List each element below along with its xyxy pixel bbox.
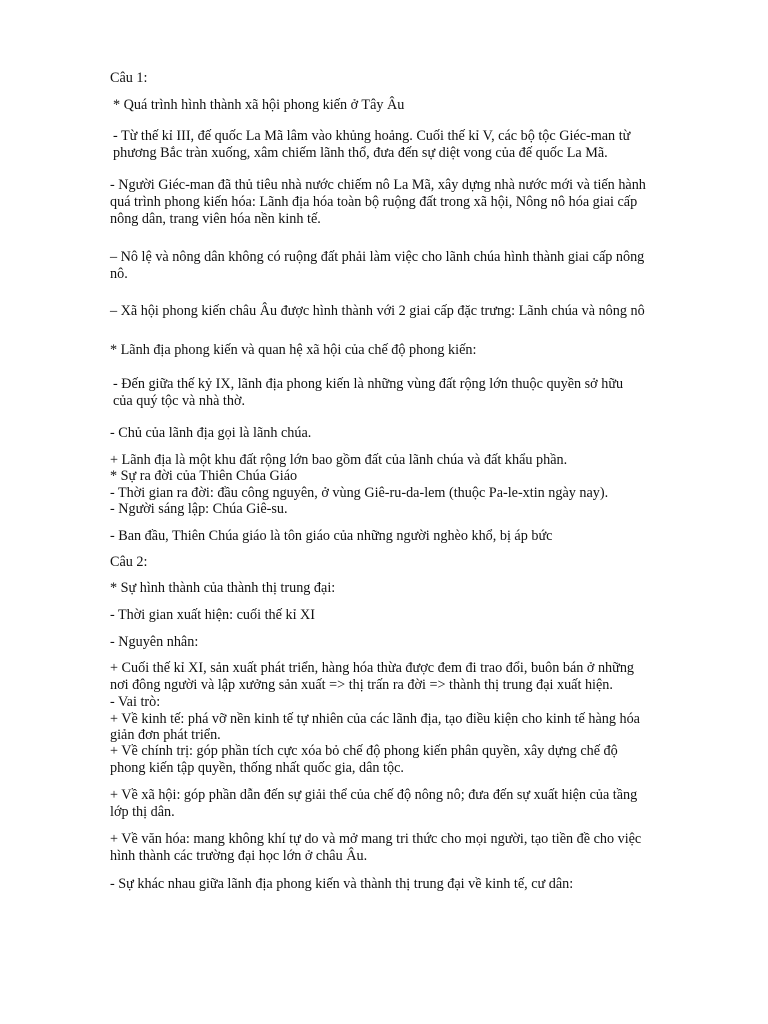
section-heading: * Sự ra đời của Thiên Chúa Giáo (110, 468, 298, 484)
text-line: + Lãnh địa là một khu đất rộng lớn bao gồm đất của lãnh chúa và đất khẩu phần. (110, 452, 568, 468)
text-line: + Về chính trị: góp phần tích cực xóa bỏ chế độ phong kiến phân quyền, xây dựng chế độ (110, 743, 618, 759)
text-line: - Sự khác nhau giữa lãnh địa phong kiến và thành thị trung đại về kinh tế, cư dân: (110, 876, 574, 892)
text-line: – Nô lệ và nông dân không có ruộng đất phải làm việc cho lãnh chúa hình thành giai cấp nông (110, 249, 645, 265)
text-line: lớp thị dân. (110, 804, 175, 820)
text-line: - Vai trò: (110, 694, 161, 710)
text-line: + Về kinh tế: phá vỡ nền kinh tế tự nhiên của các lãnh địa, tạo điều kiện cho kinh tế hàng hóa (110, 711, 640, 727)
text-line: giản đơn phát triển. (110, 727, 221, 743)
heading-cau-1: Câu 1: (110, 70, 148, 86)
text-line: - Người Giéc-man đã thủ tiêu nhà nước chiếm nô La Mã, xây dựng nhà nước mới và tiến hành (110, 177, 646, 193)
text-line: - Chủ của lãnh địa gọi là lãnh chúa. (110, 425, 312, 441)
heading-cau-2: Câu 2: (110, 554, 148, 570)
text-line: - Đến giữa thế kỷ IX, lãnh địa phong kiến là những vùng đất rộng lớn thuộc quyền sở hữu (113, 376, 624, 392)
section-heading: * Lãnh địa phong kiến và quan hệ xã hội của chế độ phong kiến: (110, 342, 477, 358)
section-heading: * Sự hình thành của thành thị trung đại: (110, 580, 336, 596)
text-line: của quý tộc và nhà thờ. (113, 393, 245, 409)
text-line: - Thời gian ra đời: đầu công nguyên, ở vùng Giê-ru-da-lem (thuộc Pa-le-xtin ngày nay). (110, 485, 609, 501)
text-line: - Nguyên nhân: (110, 634, 199, 650)
text-line: phương Bắc tràn xuống, xâm chiếm lãnh thổ, đưa đến sự diệt vong của đế quốc La Mã. (113, 145, 608, 161)
text-line: quá trình phong kiến hóa: Lãnh địa hóa toàn bộ ruộng đất trong xã hội, Nông nô hóa giai cấp (110, 194, 638, 210)
text-line: nô. (110, 266, 128, 282)
text-line: nơi đông người và lập xưởng sản xuất => thị trấn ra đời => thành thị trung đại xuất hiện. (110, 677, 613, 693)
text-line: - Ban đầu, Thiên Chúa giáo là tôn giáo của những người nghèo khổ, bị áp bức (110, 528, 553, 544)
text-line: nông dân, trang viên hóa nền kinh tế. (110, 211, 321, 227)
text-line: - Người sáng lập: Chúa Giê-su. (110, 501, 288, 517)
text-line: + Về văn hóa: mang không khí tự do và mở mang tri thức cho mọi người, tạo tiền đề cho việc (110, 831, 642, 847)
text-line: phong kiến tập quyền, thống nhất quốc gia, dân tộc. (110, 760, 404, 776)
section-heading: * Quá trình hình thành xã hội phong kiến ở Tây Âu (113, 97, 405, 113)
text-line: – Xã hội phong kiến châu Âu được hình thành với 2 giai cấp đặc trưng: Lãnh chúa và nông nô (110, 303, 645, 319)
text-line: + Cuối thế kỉ XI, sản xuất phát triển, hàng hóa thừa được đem đi trao đổi, buôn bán ở những (110, 660, 635, 676)
text-line: - Từ thế kỉ III, đế quốc La Mã lâm vào khủng hoảng. Cuối thế kỉ V, các bộ tộc Giéc-man từ (113, 128, 631, 144)
text-line: - Thời gian xuất hiện: cuối thế kỉ XI (110, 607, 316, 623)
text-line: hình thành các trường đại học lớn ở châu Âu. (110, 848, 368, 864)
text-line: + Về xã hội: góp phần dẫn đến sự giải thể của chế độ nông nô; đưa đến sự xuất hiện của tầng (110, 787, 638, 803)
